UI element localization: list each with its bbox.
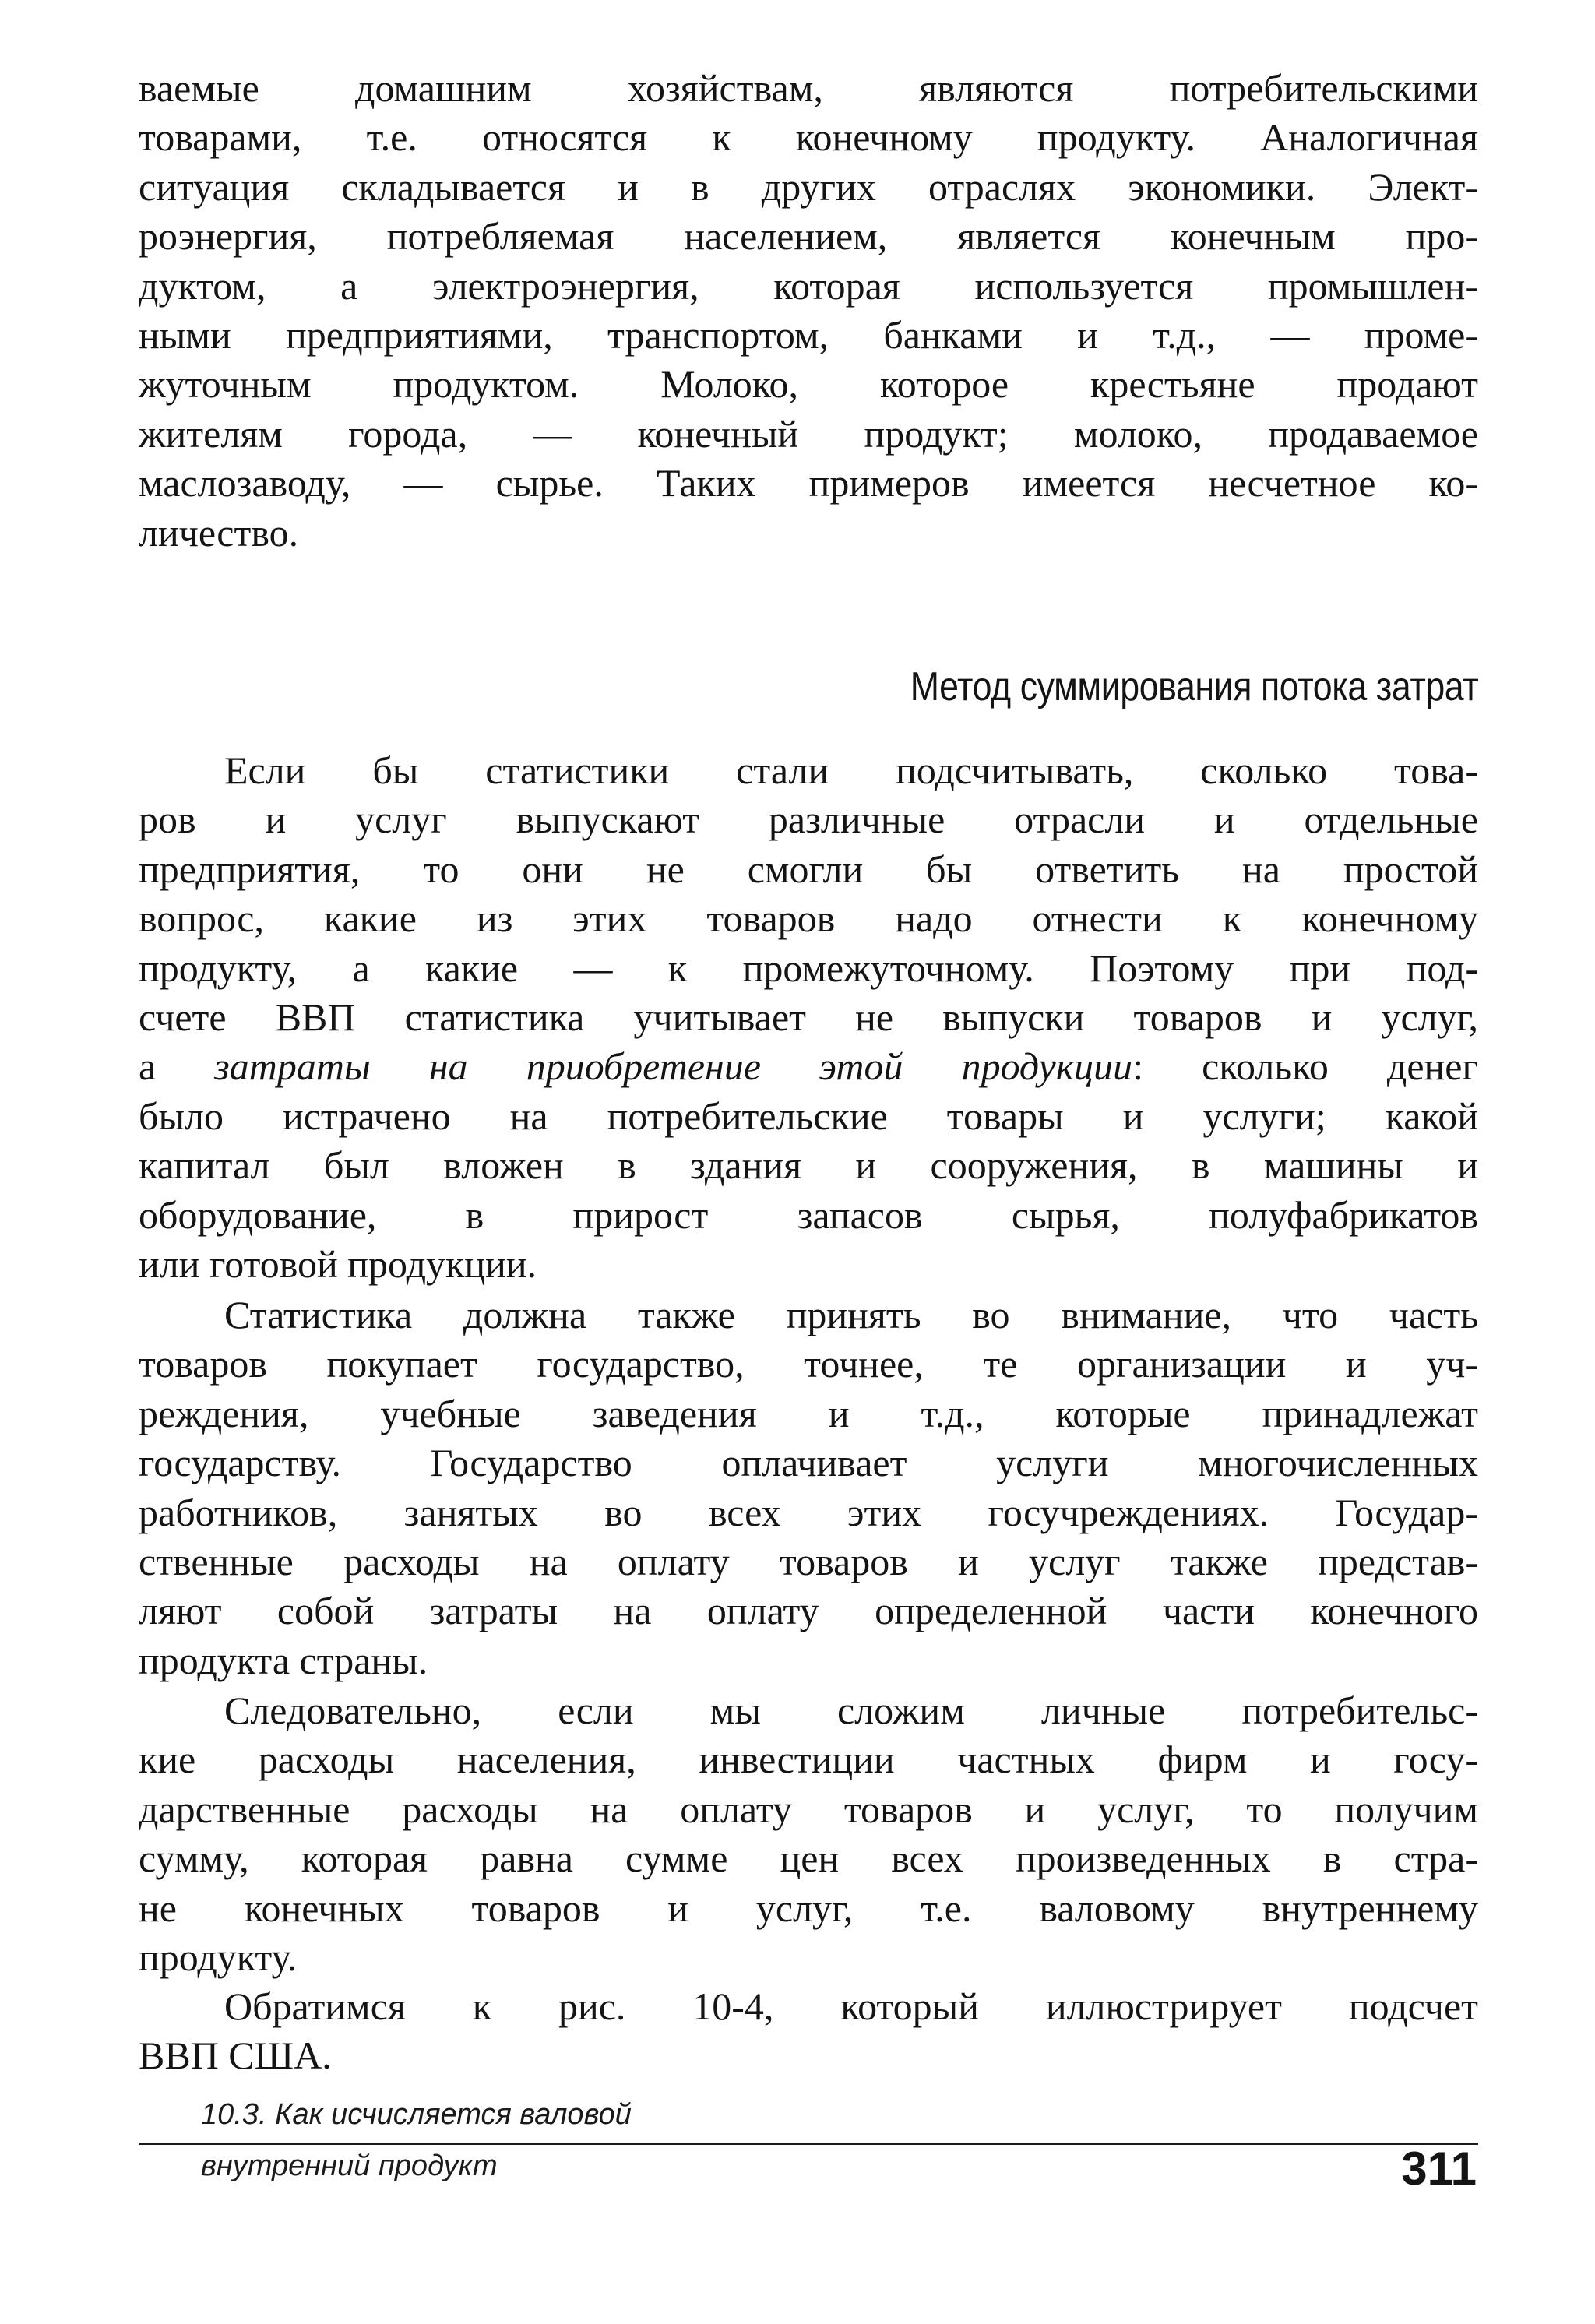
paragraph-3 <box>139 1686 1478 1982</box>
text-line: ВВП США. <box>139 2034 332 2078</box>
paragraph-text <box>139 1291 1478 1685</box>
text-line: или готовой продукции. <box>139 1242 537 1287</box>
text-line: ляют собой затраты на оплату определенной части конечного <box>139 1589 1478 1633</box>
paragraph-text <box>139 746 1478 1289</box>
text-line: продукту, а какие — к промежуточному. Поэтому при под- <box>139 945 1478 990</box>
text-line: продукта страны. <box>139 1638 428 1682</box>
paragraph-continuation <box>139 64 1478 558</box>
text-line: работников, занятых во всех этих госучреждениях. Государ- <box>139 1490 1478 1534</box>
text-line-with-emphasis <box>139 1042 1478 1091</box>
text-line: ваемые домашним хозяйствам, являются потребительскими <box>139 66 1478 110</box>
text-line: оборудование, в прирост запасов сырья, полуфабрикатов <box>139 1192 1478 1237</box>
emphasis-text: затраты на приобретение этой продукции <box>214 1044 1133 1089</box>
paragraph-text <box>139 64 1478 558</box>
text-line: ными предприятиями, транспортом, банками и т.д., — проме- <box>139 313 1478 357</box>
text-line: жуточным продуктом. Молоко, которое крестьяне продают <box>139 362 1478 407</box>
text-line: предприятия, то они не смогли бы ответить на простой <box>139 847 1478 891</box>
text-line: ственные расходы на оплату товаров и услуг также представ- <box>139 1540 1478 1584</box>
text-line: Следовательно, если мы сложим личные потребительс- <box>224 1688 1478 1732</box>
paragraph-text <box>139 1982 1478 2081</box>
text-line: Статистика должна также принять во внимание, что часть <box>224 1293 1478 1336</box>
page-number: 311 <box>1401 2143 1477 2195</box>
text-line: капитал был вложен в здания и сооружения, в машины и <box>139 1143 1478 1188</box>
text-line: было истрачено на потребительские товары и услуги; какой <box>139 1093 1478 1138</box>
footer-rule <box>139 2143 1478 2145</box>
text-fragment: : сколько денег <box>1132 1044 1478 1089</box>
paragraph-4 <box>139 1982 1478 2081</box>
text-line: маслозаводу, — сырье. Таких примеров имеется несчетное ко- <box>139 461 1478 505</box>
text-line: вопрос, какие из этих товаров надо отнести к конечному <box>139 896 1478 941</box>
text-line: ров и услуг выпускают различные отрасли и отдельные <box>139 798 1478 842</box>
paragraph-2 <box>139 1291 1478 1685</box>
text-line: не конечных товаров и услуг, т.е. валовому внутреннему <box>139 1886 1478 1930</box>
text-line: товаров покупает государство, точнее, те организации и уч- <box>139 1342 1478 1386</box>
text-line: реждения, учебные заведения и т.д., которые принадлежат <box>139 1391 1478 1435</box>
text-line: кие расходы населения, инвестиции частных фирм и госу- <box>139 1738 1478 1782</box>
text-line: счете ВВП статистика учитывает не выпуски товаров и услуг, <box>139 995 1478 1040</box>
text-line: Обратимся к рис. 10-4, который иллюстрирует подсчет <box>224 1984 1478 2028</box>
paragraph-1 <box>139 746 1478 1289</box>
running-footer-section: 10.3. Как исчисляется валовой <box>201 2098 632 2131</box>
text-line: роэнергия, потребляемая населением, является конечным про- <box>139 214 1478 259</box>
text-line: сумму, которая равна сумме цен всех произведенных в стра- <box>139 1836 1478 1881</box>
text-line: личество. <box>139 510 299 555</box>
text-line: дарственные расходы на оплату товаров и услуг, то получим <box>139 1787 1478 1831</box>
text-line: продукту. <box>139 1935 298 1980</box>
text-line: ситуация складывается и в других отраслях экономики. Элект- <box>139 164 1478 209</box>
text-line: жителям города, — конечный продукт; молоко, продаваемое <box>139 411 1478 456</box>
text-line: государству. Государство оплачивает услуги многочисленных <box>139 1441 1478 1485</box>
section-heading: Метод суммирования потока затрат <box>910 664 1478 710</box>
text-line: Если бы статистики стали подсчитывать, сколько това- <box>224 748 1478 792</box>
text-fragment: а <box>139 1044 215 1089</box>
running-footer-title: внутренний продукт <box>201 2150 498 2182</box>
paragraph-text <box>139 1686 1478 1982</box>
text-line: дуктом, а электроэнергия, которая используется промышлен- <box>139 263 1478 308</box>
text-line: товарами, т.е. относятся к конечному продукту. Аналогичная <box>139 115 1478 160</box>
